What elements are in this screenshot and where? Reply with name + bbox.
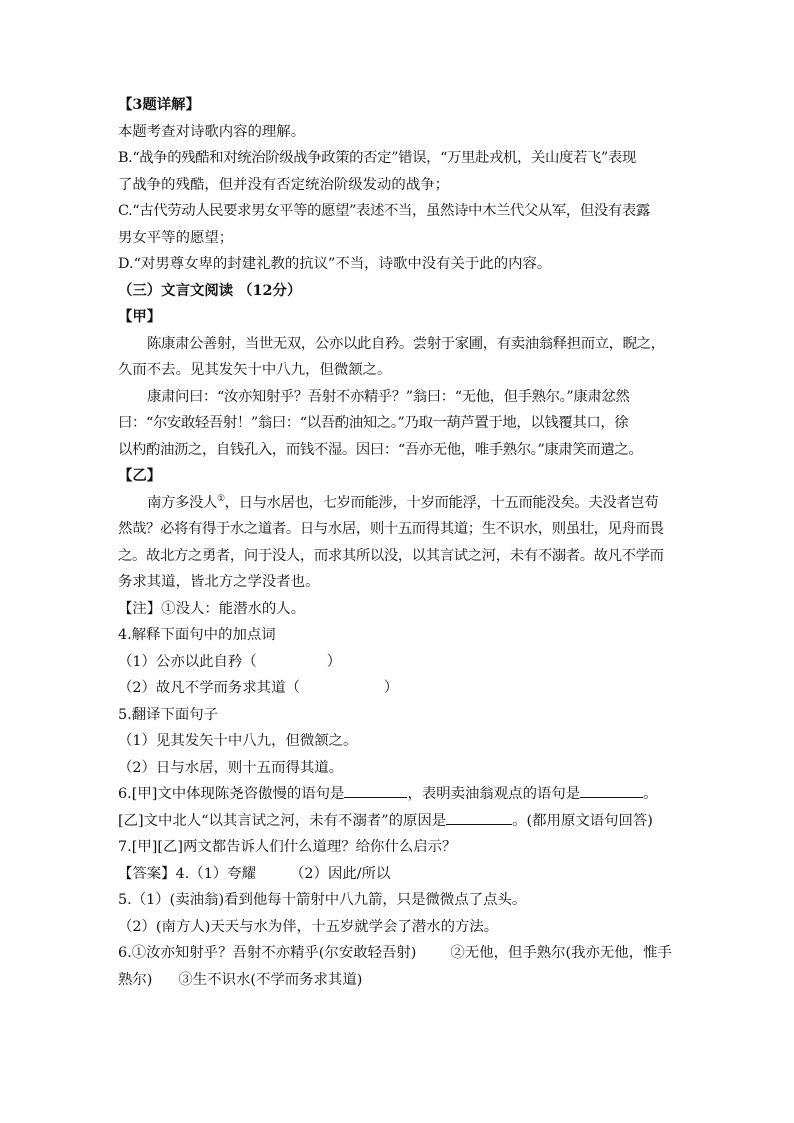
question-6-line2 (118, 808, 678, 835)
passage-yi-line2: 然哉？必将有得于水之道者。日与水居，则十五而得其道；生不识水，则虽壮，见舟而畏 (118, 521, 664, 537)
question-4-1-text: （1）公亦以此自矜（ (118, 653, 257, 670)
option-c-line2: 男女平等的愿望； (118, 229, 234, 246)
answer-4-2: （2）因此/所以 (290, 865, 391, 882)
option-b-line1: B.“战争的残酷和对统治阶级战争政策的否定”错误，“万里赴戎机，关山度若飞”表现 (118, 150, 636, 166)
answer-6-line2 (118, 967, 678, 994)
passage-jia-p1-line2: 久而不去。见其发矢十中八九，但微颔之。 (118, 362, 392, 378)
passage-jia-p2-line3: 以杓酌油沥之，自钱孔入，而钱不湿。因曰：“吾亦无他，唯手熟尔。”康肃笑而遣之。 (118, 441, 643, 458)
footnote: 【注】①没人：能潜水的人。 (118, 600, 306, 617)
passage-yi-line3: 之。故北方之勇者，问于没人，而求其所以没，以其言试之河，未有不溺者。故凡不学而 (118, 547, 664, 564)
passage-jia-p1-line1: 陈康肃公善射，当世无双，公亦以此自矜。尝射于家圃，有卖油翁释担而立，睨之， (147, 335, 665, 352)
question-6-part1: 6.[甲]文中体现陈尧咨傲慢的语句是 (118, 786, 345, 802)
option-c-line1: C.“古代劳动人民要求男女平等的愿望”表述不当，虽然诗中木兰代父从军，但没有表露 (118, 203, 650, 219)
question-6-end: 。 (643, 786, 658, 802)
section3-heading: 【3题详解】 (118, 96, 200, 113)
question-6-line2-end: 。(都用原文语句回答) (512, 812, 653, 829)
question-5-1: （1）见其发矢十中八九，但微颔之。 (118, 733, 358, 749)
passage-yi-line1-end: ，日与水居也，七岁而能涉，十岁而能浮，十五而能没矣。夫没者岂苟 (224, 494, 659, 511)
question-7: 7.[甲][乙]两文都告诉人们什么道理？给你什么启示？ (118, 839, 457, 855)
question-4-2-close: ） (383, 680, 399, 696)
question-4-1-close: ） (326, 653, 342, 670)
answer-6-item1: 6.①汝亦知射乎？吾射不亦精乎(尔安敢轻吾射) (118, 945, 417, 961)
answer-underline (446, 812, 512, 825)
passage-yi-line1 (118, 490, 678, 517)
footnote-mark: ① (216, 493, 225, 504)
passage-jia-label: 【甲】 (118, 308, 162, 325)
question-5-2: （2）日与水居，则十五而得其道。 (118, 759, 344, 776)
answer-underline (580, 785, 643, 798)
classical-reading-title: （三）文言文阅读 （12分） (118, 281, 302, 299)
answer-6-item3: ③生不识水(不学而务求其道) (178, 971, 363, 988)
answer-underline (344, 785, 407, 798)
passage-jia-p2-line1: 康肃问曰：“汝亦知射乎？吾射不亦精乎？”翁曰：“无他，但手熟尔。”康肃忿然 (147, 388, 630, 405)
question-4-2-text: （2）故凡不学而务求其道（ (118, 680, 300, 696)
question-6-line1 (118, 781, 678, 808)
question-4-2 (118, 675, 678, 702)
option-d-line: D.“对男尊女卑的封建礼教的抗议”不当，诗歌中没有关于此的内容。 (118, 256, 552, 272)
passage-yi-line4: 务求其道，皆北方之学没者也。 (118, 574, 320, 590)
question-4: 4.解释下面句中的加点词 (118, 627, 276, 643)
passage-jia-p2-line2: 曰：“尔安敢轻吾射！”翁曰：“以吾酌油知之。”乃取一葫芦置于地，以钱覆其口，徐 (118, 415, 629, 431)
answer-label: 【答案】 (118, 865, 176, 882)
question-6-part2: ，表明卖油翁观点的语句是 (407, 786, 581, 802)
answer-6-item2-end: 熟尔) (118, 971, 153, 988)
document-page (118, 92, 678, 993)
question-4-1 (118, 649, 678, 676)
passage-yi-label: 【乙】 (118, 467, 162, 484)
answer-4-1: 4.（1）夸耀 (175, 865, 257, 882)
question-6-line2-text: [乙]文中北人“以其言试之河，未有不溺者”的原因是 (118, 812, 447, 829)
section3-intro: 本题考查对诗歌内容的理解。 (118, 123, 306, 140)
answer-5-2: （2）(南方人)天天与水为伴，十五岁就学会了潜水的方法。 (118, 918, 499, 935)
option-b-line2: 了战争的残酷，但并没有否定统治阶级发动的战争； (118, 176, 449, 193)
passage-yi-line1-start: 南方多没人 (147, 494, 217, 511)
answer-6-line1 (118, 940, 678, 967)
answer-6-item2: ②无他，但手熟尔(我亦无他，惟手 (450, 945, 672, 961)
answer-4 (118, 861, 678, 888)
answer-5-1: 5.（1）(卖油翁)看到他每十箭射中八九箭，只是微微点了点头。 (118, 892, 527, 908)
question-5: 5.翻译下面句子 (118, 706, 219, 723)
